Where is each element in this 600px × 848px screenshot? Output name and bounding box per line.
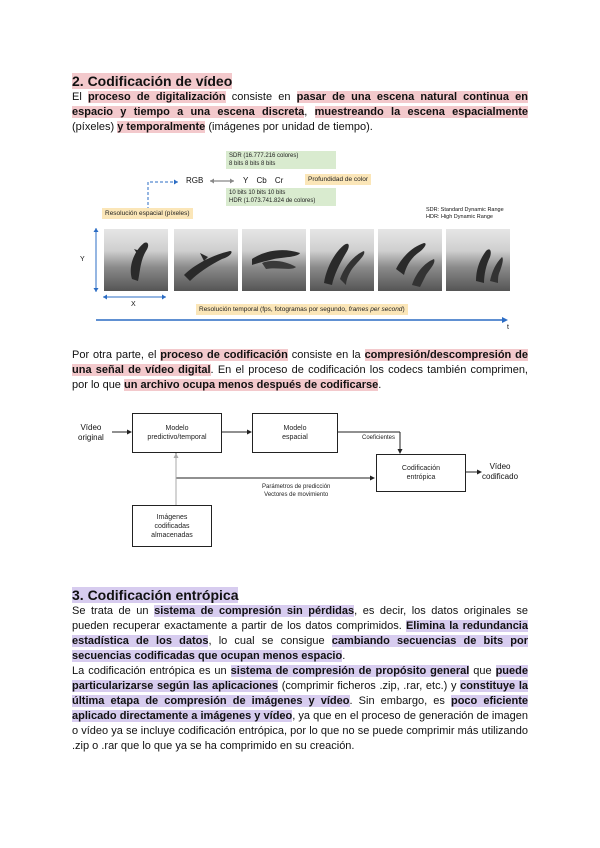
- section-2-heading: 2. Codificación de vídeo: [72, 73, 233, 89]
- axis-t-label: t: [507, 324, 509, 331]
- axis-x-label: X: [131, 301, 136, 308]
- sdr-box: SDR (16.777.216 colores) 8 bits 8 bits 8 bits: [226, 151, 336, 169]
- video-encoded-label: Vídeo codificado: [482, 462, 519, 481]
- section-3-heading: 3. Codificación entrópica: [72, 587, 239, 603]
- entropy-paragraph-2: La codificación entrópica es un sistema de compresión de propósito general que puede particularizarse según las aplicaciones (comprimir ficheros .zip, .rar, etc.) y constituye la última etapa de compresión de imágenes y vídeo. Sin embargo, es poco eficiente aplicado directamente a imágenes y vídeo, ya que en el proceso de generación de imagen o vídeo ya se incluye codificación entrópica, por lo que no se puede comprimir más utilizando .zip o .rar que lo que ya se ha comprimido en su creación.: [72, 665, 528, 752]
- entropy-paragraph-1: Se trata de un sistema de compresión sin pérdidas, es decir, los datos originales se pueden recuperar exactamente a partir de los datos comprimidos. Elimina la redundancia estadística de los datos, lo cual se consigue cambiando secuencias de bits por secuencias codificadas que ocupan menos espacio.: [72, 605, 528, 662]
- video-original-label: Vídeo original: [78, 423, 104, 442]
- coding-paragraph: Por otra parte, el proceso de codificación consiste en la compresión/descompresión de una señal de vídeo digital. En el proceso de codificación los codecs también comprimen, por lo que un archivo ocupa menos después de codificarse.: [72, 349, 528, 391]
- color-depth-label: Profundidad de color: [305, 174, 371, 185]
- rgb-label: RGB: [186, 176, 204, 185]
- entropy-coding-block: Codificación entrópica: [376, 454, 466, 492]
- temporal-model-block: Modelo predictivo/temporal: [132, 413, 222, 453]
- prediction-params-label: Parámetros de predicción Vectores de movimiento: [262, 484, 331, 498]
- stored-images-block: Imágenes codificadas almacenadas: [132, 505, 212, 547]
- digitalization-paragraph: El proceso de digitalización consiste en pasar de una escena natural continua en espacio y tiempo a una escena discreta, muestreando la escena espacialmente (píxeles) y temporalmente (imágenes por unidad de tiempo).: [72, 91, 529, 133]
- spatial-resolution-label: Resolución espacial (píxeles): [102, 208, 193, 219]
- spatial-model-block: Modelo espacial: [252, 413, 338, 453]
- hdr-box: 10 bits 10 bits 10 bits HDR (1.073.741.824 de colores): [226, 188, 336, 206]
- coefficients-label: Coeficientes: [362, 435, 396, 441]
- dynamic-range-legend: SDR: Standard Dynamic Range HDR: High Dynamic Range: [426, 207, 504, 220]
- temporal-resolution-label: Resolución temporal (fps, fotogramas por segundo, frames per second): [196, 304, 408, 315]
- ycbcr-label: Y Cb Cr: [243, 176, 284, 185]
- axis-y-label: Y: [80, 256, 85, 263]
